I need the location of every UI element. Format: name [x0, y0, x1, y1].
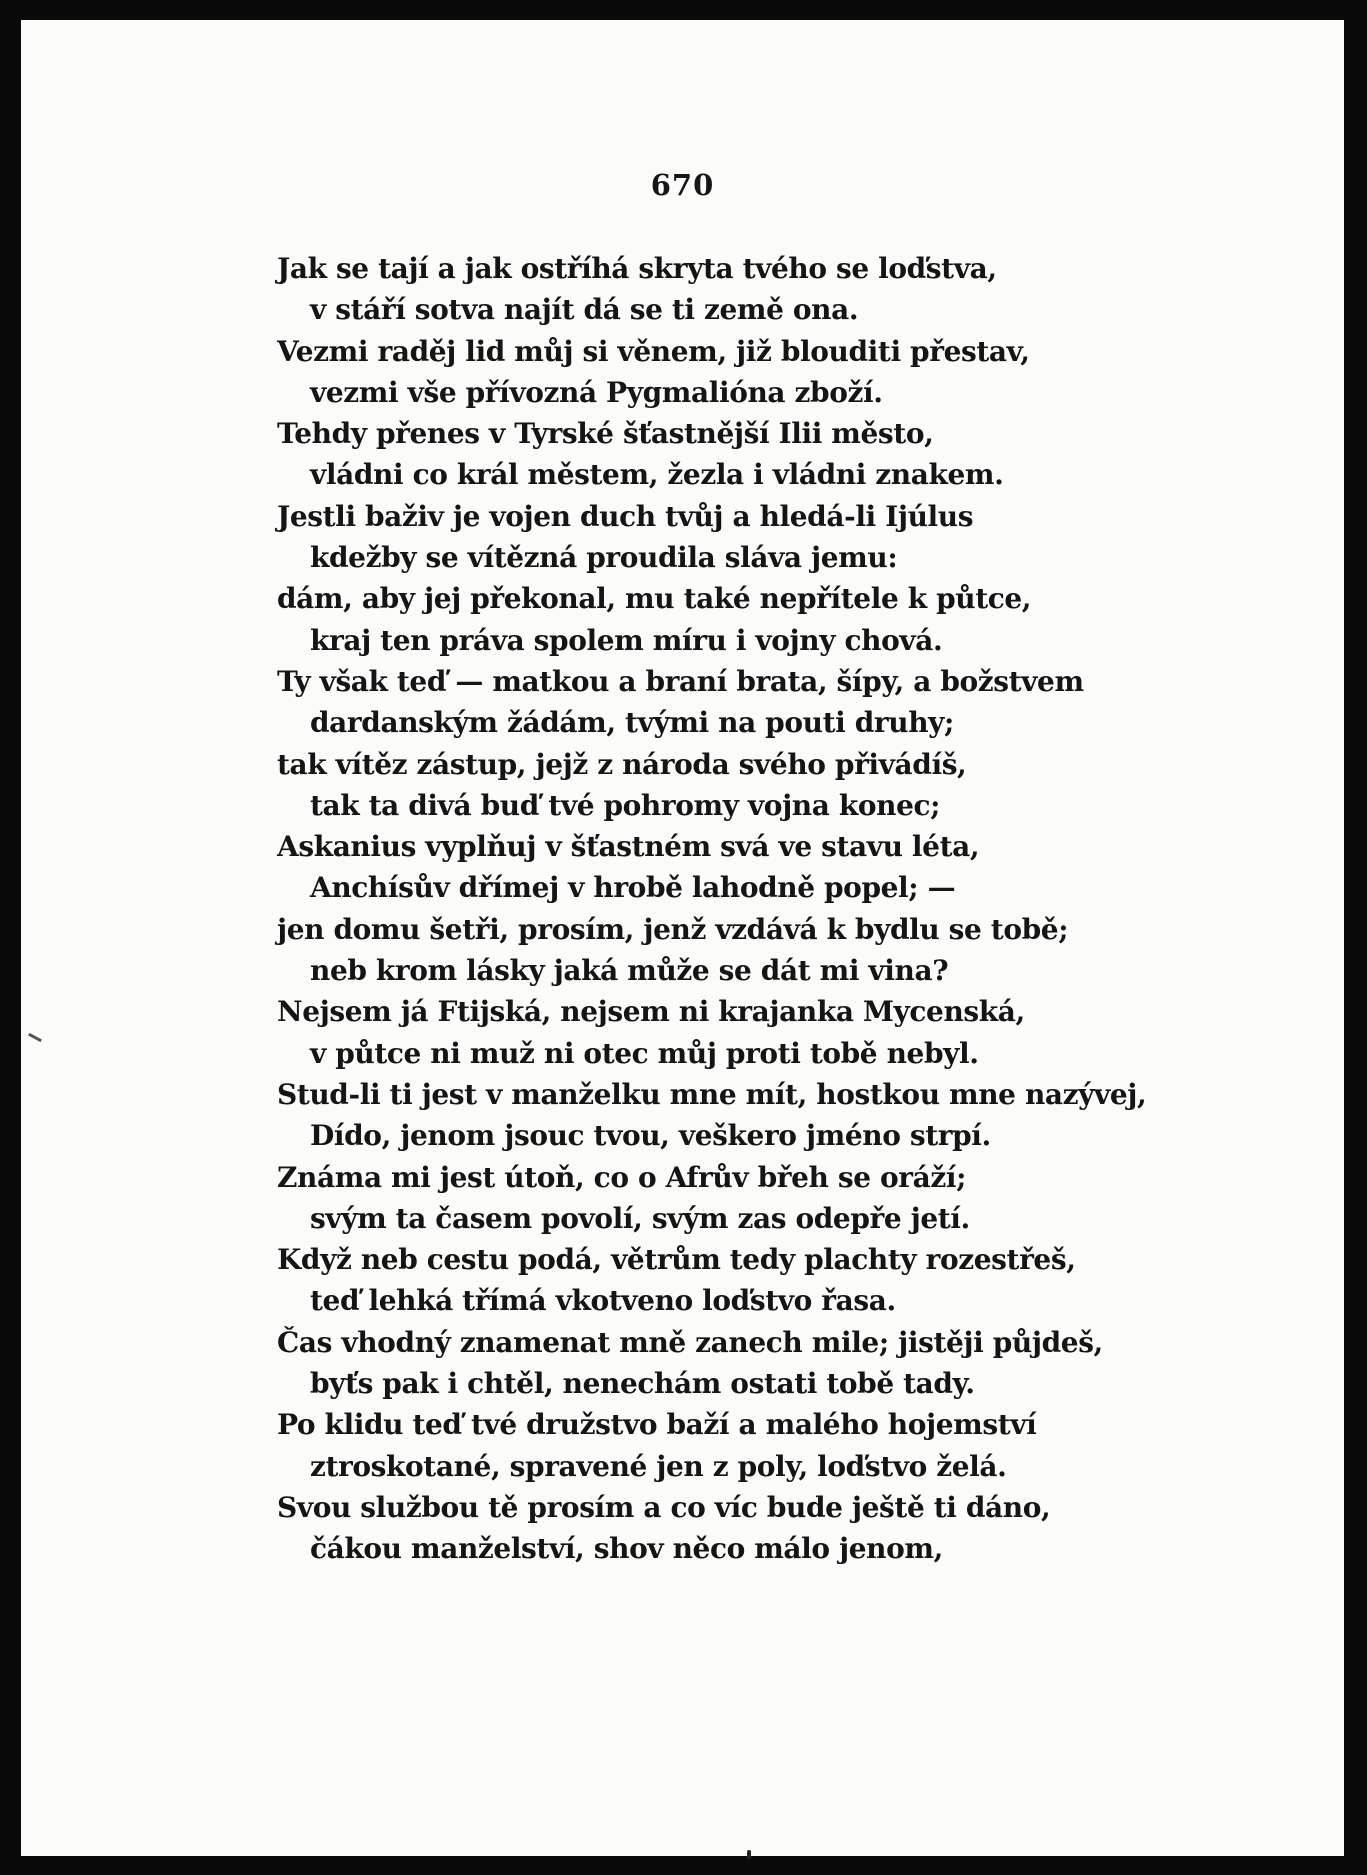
verse-line: v půtce ni muž ni otec můj proti tobě nebyl.	[310, 1036, 979, 1070]
verse-line: Dído, jenom jsouc tvou, veškero jméno strpí.	[310, 1119, 991, 1153]
page-number: 670	[650, 168, 715, 202]
verse-line: vezmi vše přívozná Pygmalióna zboží.	[310, 375, 883, 409]
ink-speck	[747, 1850, 751, 1859]
verse-line: Stud-li ti jest v manželku mne mít, hostkou mne nazývej,	[277, 1077, 1147, 1111]
paper-sheet	[21, 20, 1344, 1856]
verse-line: neb krom lásky jaká může se dát mi vina?	[310, 954, 949, 988]
verse-line: vládni co král městem, žezla i vládni znakem.	[310, 458, 1004, 492]
margin-mark	[28, 1033, 42, 1042]
verse-line: Čas vhodný znamenat mně zanech mile; jistěji půjdeš,	[277, 1325, 1103, 1359]
verse-line: Vezmi raděj lid můj si věnem, již blouditi přestav,	[277, 334, 1030, 368]
verse-line: dám, aby jej překonal, mu také nepřítele k půtce,	[277, 582, 1032, 616]
verse-line: Když neb cestu podá, větrům tedy plachty rozestřeš,	[277, 1243, 1076, 1277]
verse-line: Známa mi jest útoň, co o Afrův břeh se oráží;	[277, 1160, 967, 1194]
verse-line: tak ta divá buď tvé pohromy vojna konec;	[310, 788, 941, 822]
verse-line: Ty však teď — matkou a braní brata, šípy, a božstvem	[277, 664, 1084, 698]
verse-line: teď lehká třímá vkotveno loďstvo řasa.	[310, 1284, 896, 1318]
verse-line: čákou manželství, shov něco málo jenom,	[310, 1532, 943, 1566]
verse-line: svým ta časem povolí, svým zas odepře jetí.	[310, 1201, 970, 1235]
verse-line: byťs pak i chtěl, nenechám ostati tobě tady.	[310, 1367, 975, 1401]
verse-line: kraj ten práva spolem míru i vojny chová.	[310, 623, 943, 657]
verse-line: jen domu šetři, prosím, jenž vzdává k bydlu se tobě;	[277, 912, 1069, 946]
verse-line: Svou službou tě prosím a co víc bude ještě ti dáno,	[277, 1490, 1051, 1524]
poem-text	[277, 248, 1337, 1570]
verse-line: Po klidu teď tvé družstvo baží a malého hojemství	[277, 1408, 1037, 1442]
verse-line: Askanius vyplňuj v šťastném svá ve stavu léta,	[277, 830, 980, 864]
verse-line: Nejsem já Ftijská, nejsem ni krajanka Mycenská,	[277, 995, 1025, 1029]
verse-line: v stáří sotva najít dá se ti země ona.	[310, 293, 859, 327]
verse-line: dardanským žádám, tvými na pouti druhy;	[310, 706, 954, 740]
verse-line: Jak se tají a jak ostříhá skryta tvého se loďstva,	[277, 252, 997, 285]
verse-line: Anchísův dřímej v hrobě lahodně popel; —	[310, 871, 956, 905]
verse-line: Tehdy přenes v Tyrské šťastnější Ilii město,	[277, 417, 934, 451]
verse-line: Jestli baživ je vojen duch tvůj a hledá-li Ijúlus	[277, 499, 974, 533]
verse-line: kdežby se vítězná proudila sláva jemu:	[310, 541, 898, 575]
verse-line: tak vítěz zástup, jejž z národa svého přivádíš,	[277, 747, 967, 781]
verse-line: ztroskotané, spravené jen z poly, loďstvo želá.	[310, 1449, 1007, 1483]
